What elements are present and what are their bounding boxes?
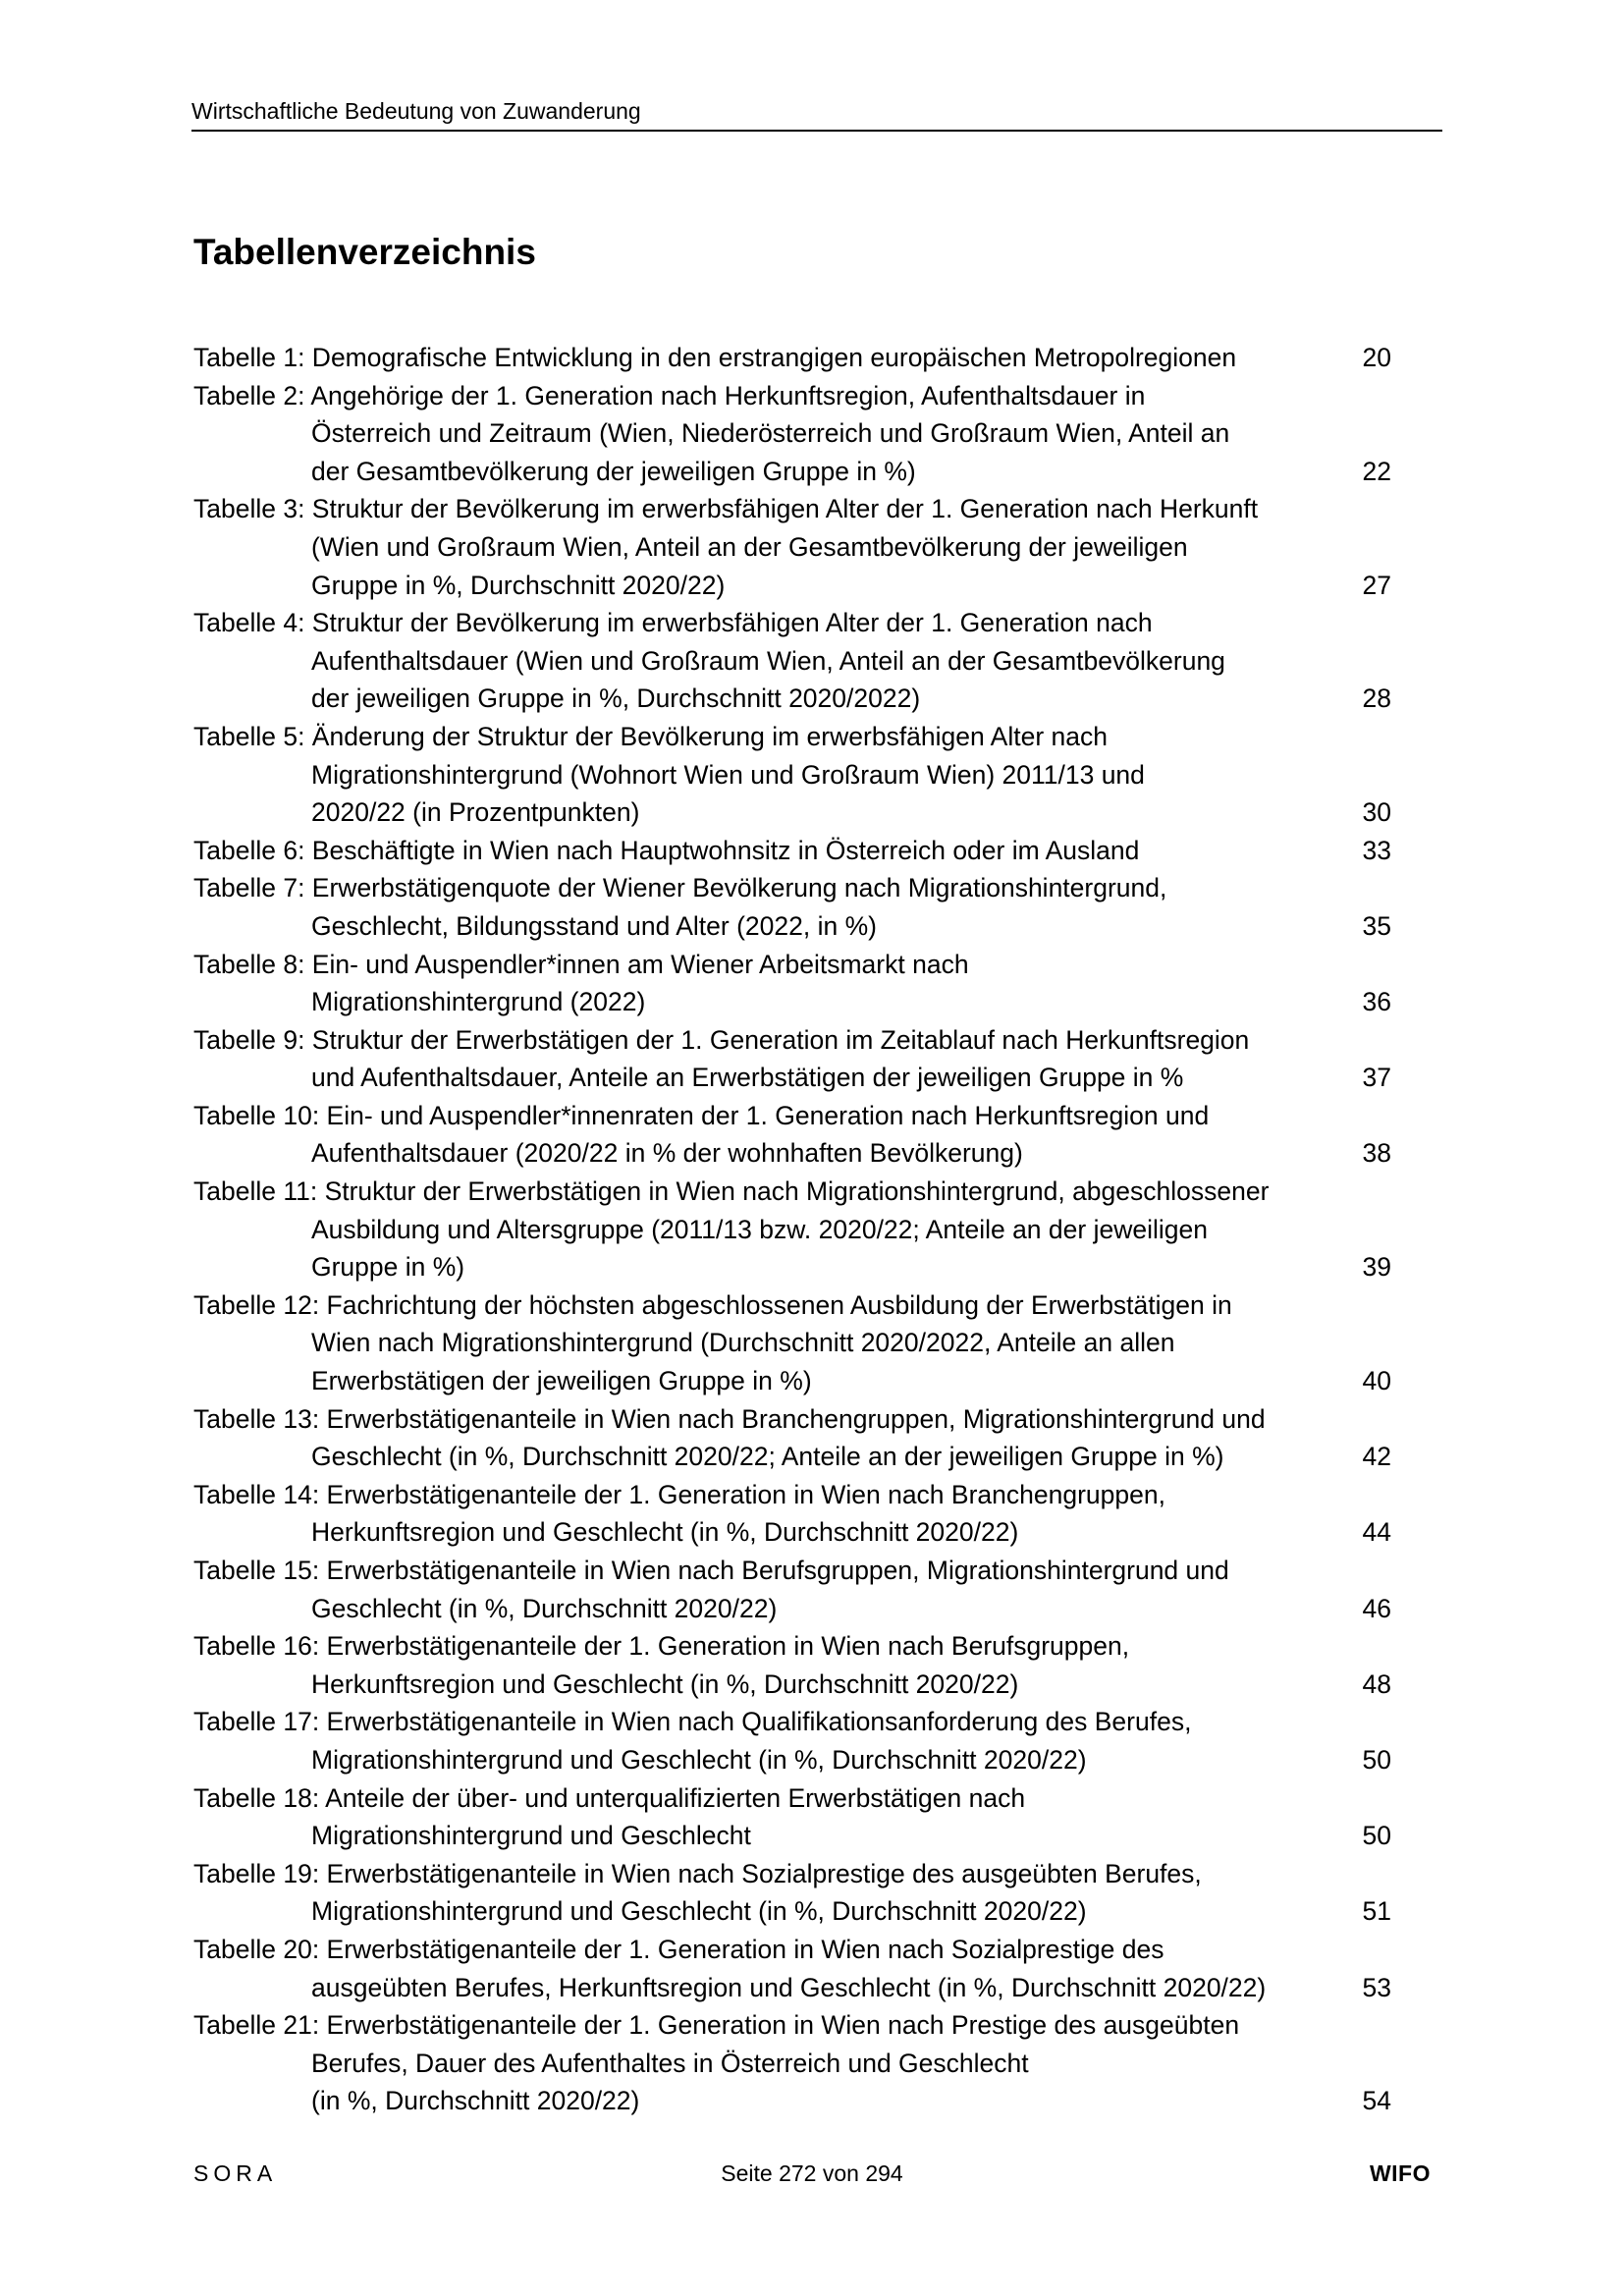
toc-entry-line: Erwerbstätigen der jeweiligen Gruppe in %) [311,1366,812,1396]
toc-entry-line: Aufenthaltsdauer (Wien und Großraum Wien, Anteil an der Gesamtbevölkerung [311,645,1225,676]
toc-entry-line: Tabelle 19: Erwerbstätigenanteile in Wien nach Sozialprestige des ausgeübten Berufes, [193,1858,1202,1888]
toc-entry[interactable] [193,946,1391,1021]
toc-entry-line: und Aufenthaltsdauer, Anteile an Erwerbstätigen der jeweiligen Gruppe in % [311,1063,1184,1093]
toc-entry-title [193,490,1352,604]
toc-entry-title [193,1627,1352,1703]
toc-entry[interactable] [193,832,1391,870]
toc-entry-title [193,1779,1352,1855]
toc-entry-line: Tabelle 1: Demografische Entwicklung in den erstrangigen europäischen Metropolregionen [193,343,1237,372]
toc-entry-line: Tabelle 11: Struktur der Erwerbstätigen in Wien nach Migrationshintergrund, abgeschlossener [193,1176,1270,1207]
toc-entry-line: Tabelle 4: Struktur der Bevölkerung im erwerbsfähigen Alter der 1. Generation nach [193,608,1153,638]
sora-logo: SORA [193,2160,278,2186]
toc-entry-title [193,1855,1352,1931]
toc-entry-line: Aufenthaltsdauer (2020/22 in % der wohnhaften Bevölkerung) [311,1138,1023,1169]
toc-entry-title [193,377,1352,491]
toc-entry-page: 36 [1362,987,1391,1017]
toc-entry-line: Tabelle 14: Erwerbstätigenanteile der 1. Generation in Wien nach Branchengruppen, [193,1479,1165,1509]
toc-entry-line: Gruppe in %) [311,1252,465,1283]
toc-entry-line: (Wien und Großraum Wien, Anteil an der Gesamtbevölkerung der jeweiligen [311,531,1188,562]
toc-entry-line: Migrationshintergrund (Wohnort Wien und Großraum Wien) 2011/13 und [311,759,1145,790]
toc-entry[interactable] [193,1627,1391,1703]
toc-entry-line: Herkunftsregion und Geschlecht (in %, Durchschnitt 2020/22) [311,1517,1019,1548]
toc-entry-line: Geschlecht, Bildungsstand und Alter (2022, in %) [311,910,877,941]
toc-entry[interactable] [193,1400,1391,1476]
toc-entry-page: 22 [1362,456,1391,486]
toc-entry[interactable] [193,339,1391,377]
toc-entry-line: Tabelle 5: Änderung der Struktur der Bevölkerung im erwerbsfähigen Alter nach [193,721,1108,751]
toc-entry-page: 33 [1362,835,1391,865]
toc-entry[interactable] [193,1173,1391,1286]
toc-entry[interactable] [193,1779,1391,1855]
toc-entry-line: Tabelle 13: Erwerbstätigenanteile in Wien nach Branchengruppen, Migrationshintergrund und [193,1403,1266,1434]
toc-entry-title [193,1021,1352,1097]
toc-entry-line: Tabelle 20: Erwerbstätigenanteile der 1. Generation in Wien nach Sozialprestige des [193,1934,1164,1964]
toc-entry-page: 37 [1362,1063,1391,1093]
toc-entry-line: Tabelle 3: Struktur der Bevölkerung im erwerbsfähigen Alter der 1. Generation nach Herkunft [193,494,1259,524]
toc-entry-line: Berufes, Dauer des Aufenthaltes in Österreich und Geschlecht [311,2048,1029,2078]
toc-entry-title [193,1400,1352,1476]
toc-entry-line: Tabelle 15: Erwerbstätigenanteile in Wien nach Berufsgruppen, Migrationshintergrund und [193,1556,1229,1585]
toc-entry-page: 42 [1362,1442,1391,1472]
toc-entry[interactable] [193,1286,1391,1400]
toc-entry-page: 51 [1362,1896,1391,1927]
toc-entry-page: 46 [1362,1593,1391,1623]
toc-entry-page: 50 [1362,1821,1391,1851]
toc-entry-line: Geschlecht (in %, Durchschnitt 2020/22) [311,1593,778,1623]
toc-entry-title [193,1703,1352,1778]
toc-entry-line: der jeweiligen Gruppe in %, Durchschnitt 2020/2022) [311,683,921,714]
toc-entry-title [193,339,1352,377]
toc-entry-page: 20 [1362,343,1391,372]
page-number: Seite 272 von 294 [721,2160,903,2186]
toc-entry-line: der Gesamtbevölkerung der jeweiligen Gruppe in %) [311,456,916,486]
toc-entry[interactable] [193,604,1391,718]
toc-entry-line: Migrationshintergrund und Geschlecht (in %, Durchschnitt 2020/22) [311,1744,1087,1775]
toc-entry-title [193,946,1352,1021]
toc-entry[interactable] [193,1931,1391,2006]
toc-entry-title [193,604,1352,718]
toc-entry[interactable] [193,377,1391,491]
toc-entry-line: 2020/22 (in Prozentpunkten) [311,797,640,828]
toc-entry-page: 53 [1362,1972,1391,2002]
toc-entry[interactable] [193,1021,1391,1097]
toc-entry-line: Tabelle 16: Erwerbstätigenanteile der 1. Generation in Wien nach Berufsgruppen, [193,1631,1130,1662]
toc-entry-page: 28 [1362,683,1391,714]
wifo-logo: WIFO [1369,2160,1431,2186]
toc-entry-line: Tabelle 10: Ein- und Auspendler*innenraten der 1. Generation nach Herkunftsregion und [193,1100,1210,1130]
toc-entry-line: Herkunftsregion und Geschlecht (in %, Durchschnitt 2020/22) [311,1668,1019,1699]
table-of-contents [193,339,1391,2120]
toc-entry[interactable] [193,1476,1391,1552]
toc-entry-title [193,2006,1352,2120]
toc-entry[interactable] [193,718,1391,832]
toc-entry-line: Migrationshintergrund (2022) [311,987,646,1017]
toc-entry[interactable] [193,1552,1391,1627]
toc-entry-page: 27 [1362,570,1391,600]
toc-entry-title [193,1173,1352,1286]
running-header: Wirtschaftliche Bedeutung von Zuwanderung [191,94,1442,132]
toc-entry-page: 50 [1362,1744,1391,1775]
toc-entry-line: Tabelle 7: Erwerbstätigenquote der Wiener Bevölkerung nach Migrationshintergrund, [193,873,1167,903]
toc-entry-line: Tabelle 2: Angehörige der 1. Generation nach Herkunftsregion, Aufenthaltsdauer in [193,380,1146,410]
toc-entry-line: Tabelle 12: Fachrichtung der höchsten abgeschlossenen Ausbildung der Erwerbstätigen in [193,1289,1232,1320]
toc-entry-title [193,1552,1352,1627]
toc-entry-line: Migrationshintergrund und Geschlecht (in %, Durchschnitt 2020/22) [311,1896,1087,1927]
toc-entry-line: Ausbildung und Altersgruppe (2011/13 bzw. 2020/22; Anteile an der jeweiligen [311,1214,1208,1244]
toc-entry-page: 39 [1362,1252,1391,1283]
toc-entry-title [193,1476,1352,1552]
toc-entry-title [193,869,1352,945]
toc-entry-title [193,832,1352,870]
toc-entry-title [193,1286,1352,1400]
toc-entry-line: ausgeübten Berufes, Herkunftsregion und Geschlecht (in %, Durchschnitt 2020/22) [311,1972,1267,2002]
page-footer [193,2157,1431,2190]
toc-entry[interactable] [193,1855,1391,1931]
toc-entry-page: 48 [1362,1668,1391,1699]
toc-entry-page: 38 [1362,1138,1391,1169]
toc-entry-line: Tabelle 21: Erwerbstätigenanteile der 1. Generation in Wien nach Prestige des ausgeübten [193,2010,1240,2041]
toc-entry-line: Geschlecht (in %, Durchschnitt 2020/22; Anteile an der jeweiligen Gruppe in %) [311,1442,1224,1472]
toc-entry-line: (in %, Durchschnitt 2020/22) [311,2086,640,2116]
page-title: Tabellenverzeichnis [193,232,536,272]
toc-entry-page: 40 [1362,1366,1391,1396]
toc-entry-line: Tabelle 6: Beschäftigte in Wien nach Hauptwohnsitz in Österreich oder im Ausland [193,835,1140,865]
toc-entry-title [193,1097,1352,1173]
toc-entry-line: Gruppe in %, Durchschnitt 2020/22) [311,570,726,600]
toc-entry-line: Tabelle 8: Ein- und Auspendler*innen am Wiener Arbeitsmarkt nach [193,949,969,979]
toc-entry-line: Österreich und Zeitraum (Wien, Niederösterreich und Großraum Wien, Anteil an [311,418,1230,449]
toc-entry-line: Migrationshintergrund und Geschlecht [311,1821,751,1851]
toc-entry-line: Tabelle 18: Anteile der über- und unterqualifizierten Erwerbstätigen nach [193,1782,1026,1813]
toc-entry-line: Tabelle 17: Erwerbstätigenanteile in Wien nach Qualifikationsanforderung des Berufes, [193,1707,1192,1737]
toc-entry[interactable] [193,1703,1391,1778]
toc-entry-page: 30 [1362,797,1391,828]
toc-entry-page: 54 [1362,2086,1391,2116]
toc-entry-line: Wien nach Migrationshintergrund (Durchschnitt 2020/2022, Anteile an allen [311,1328,1175,1358]
toc-entry-title [193,718,1352,832]
toc-entry[interactable] [193,869,1391,945]
toc-entry[interactable] [193,2006,1391,2120]
toc-entry[interactable] [193,490,1391,604]
toc-entry-page: 44 [1362,1517,1391,1548]
toc-entry-title [193,1931,1352,2006]
toc-entry[interactable] [193,1097,1391,1173]
toc-entry-page: 35 [1362,910,1391,941]
toc-entry-line: Tabelle 9: Struktur der Erwerbstätigen der 1. Generation im Zeitablauf nach Herkunftsregion [193,1024,1250,1055]
